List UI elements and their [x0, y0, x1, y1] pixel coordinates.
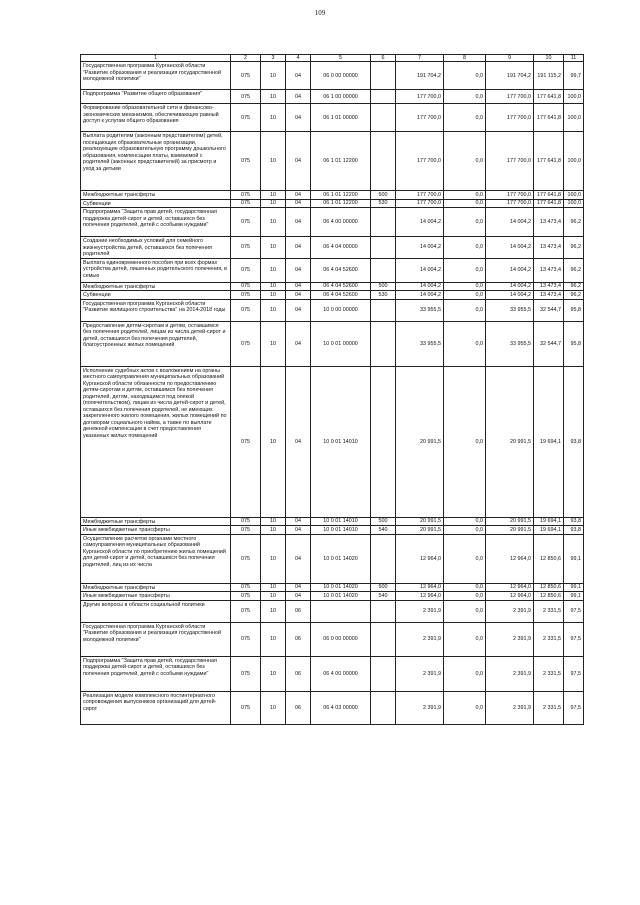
cell-expense-type: [371, 534, 396, 583]
table-row: [81, 622, 584, 656]
table-row: [81, 691, 584, 724]
table-row: [81, 291, 584, 299]
cell-executed: 12 850,6: [534, 583, 564, 591]
cell-changes: 0,0: [444, 90, 486, 104]
cell-name: Подпрограмма "Развитие общего образования": [81, 90, 231, 104]
header-cell: 10: [534, 55, 564, 62]
cell-refined-plan: 12 964,0: [486, 583, 534, 591]
cell-grbs: 075: [231, 299, 261, 321]
cell-expense-type: [371, 622, 396, 656]
cell-executed: 19 694,1: [534, 366, 564, 517]
table-row: [81, 199, 584, 207]
cell-subsection: 04: [286, 208, 311, 237]
table-row: [81, 104, 584, 132]
cell-plan: 177 700,0: [396, 191, 444, 199]
cell-section: 10: [261, 600, 286, 622]
cell-expense-type: [371, 321, 396, 366]
cell-grbs: 075: [231, 104, 261, 132]
cell-expense-type: [371, 258, 396, 282]
cell-plan: 12 964,0: [396, 583, 444, 591]
cell-name: Иные межбюджетные трансферты: [81, 592, 231, 600]
cell-section: 10: [261, 191, 286, 199]
cell-plan: 14 004,2: [396, 208, 444, 237]
cell-plan: 177 700,0: [396, 132, 444, 191]
table-row: [81, 299, 584, 321]
cell-percent: 96,2: [564, 208, 584, 237]
cell-name: Создание необходимых условий для семейного жизнеустройства детей, оставшихся без попечения родителей: [81, 237, 231, 258]
cell-changes: 0,0: [444, 691, 486, 724]
cell-executed: 177 641,8: [534, 199, 564, 207]
cell-subsection: 04: [286, 199, 311, 207]
table-row: [81, 282, 584, 290]
cell-refined-plan: 14 004,2: [486, 291, 534, 299]
cell-refined-plan: 33 955,5: [486, 299, 534, 321]
cell-name: Реализация модели комплексного постинтернатного сопровождения выпускников организаций для детей-сирот: [81, 691, 231, 724]
cell-expense-type: [371, 691, 396, 724]
cell-expense-type: [371, 299, 396, 321]
cell-refined-plan: 14 004,2: [486, 208, 534, 237]
cell-executed: 2 331,5: [534, 600, 564, 622]
cell-plan: 191 704,2: [396, 62, 444, 90]
cell-grbs: 075: [231, 656, 261, 691]
table-row: [81, 534, 584, 583]
cell-changes: 0,0: [444, 592, 486, 600]
cell-percent: 99,7: [564, 62, 584, 90]
cell-percent: 93,8: [564, 526, 584, 534]
table-row: [81, 132, 584, 191]
cell-changes: 0,0: [444, 208, 486, 237]
cell-grbs: 075: [231, 622, 261, 656]
cell-subsection: 04: [286, 132, 311, 191]
cell-target-article: 06 4 04 52600: [311, 258, 371, 282]
cell-percent: 100,0: [564, 90, 584, 104]
table-row: [81, 208, 584, 237]
cell-expense-type: 540: [371, 526, 396, 534]
cell-executed: 19 694,1: [534, 526, 564, 534]
cell-changes: 0,0: [444, 62, 486, 90]
cell-percent: 96,2: [564, 282, 584, 290]
cell-grbs: 075: [231, 199, 261, 207]
cell-expense-type: [371, 62, 396, 90]
cell-executed: 191 115,2: [534, 62, 564, 90]
cell-refined-plan: 20 991,5: [486, 366, 534, 517]
cell-executed: 177 641,8: [534, 104, 564, 132]
cell-grbs: 075: [231, 517, 261, 525]
table-row: [81, 583, 584, 591]
cell-name: Осуществление расчетов органами местного самоуправления муниципальных образований Курганской области по приобретению жилых помещений для детей-сирот и детей, оставшихся без попечения родителей, лиц из их числа: [81, 534, 231, 583]
cell-grbs: 075: [231, 583, 261, 591]
cell-percent: 100,0: [564, 199, 584, 207]
cell-changes: 0,0: [444, 291, 486, 299]
cell-section: 10: [261, 517, 286, 525]
cell-plan: 2 391,9: [396, 600, 444, 622]
cell-section: 10: [261, 208, 286, 237]
cell-executed: 13 473,4: [534, 237, 564, 258]
cell-percent: 100,0: [564, 191, 584, 199]
table-row: [81, 517, 584, 525]
cell-section: 10: [261, 656, 286, 691]
table-row: [81, 321, 584, 366]
cell-expense-type: 530: [371, 199, 396, 207]
cell-expense-type: [371, 90, 396, 104]
cell-subsection: 04: [286, 517, 311, 525]
cell-subsection: 04: [286, 526, 311, 534]
cell-subsection: 04: [286, 291, 311, 299]
header-cell: 5: [311, 55, 371, 62]
table-row: [81, 656, 584, 691]
cell-percent: 97,5: [564, 656, 584, 691]
cell-refined-plan: 177 700,0: [486, 90, 534, 104]
cell-refined-plan: 177 700,0: [486, 132, 534, 191]
cell-grbs: 075: [231, 282, 261, 290]
cell-name: Государственная программа Курганской области "Развитие образования и реализация государственной молодежной политики": [81, 62, 231, 90]
cell-target-article: 06 1 01 12200: [311, 191, 371, 199]
cell-target-article: 06 4 00 00000: [311, 656, 371, 691]
cell-name: Подпрограмма "Защита прав детей, государственная поддержка детей-сирот и детей, оставшихся без попечения родителей, детей с особыми нуждами": [81, 656, 231, 691]
header-cell: 2: [231, 55, 261, 62]
cell-plan: 14 004,2: [396, 282, 444, 290]
cell-subsection: 04: [286, 237, 311, 258]
cell-percent: 99,1: [564, 534, 584, 583]
table-row: [81, 592, 584, 600]
cell-percent: 97,5: [564, 622, 584, 656]
cell-refined-plan: 177 700,0: [486, 191, 534, 199]
cell-expense-type: [371, 132, 396, 191]
cell-refined-plan: 14 004,2: [486, 282, 534, 290]
cell-executed: 2 331,5: [534, 656, 564, 691]
cell-subsection: 04: [286, 104, 311, 132]
cell-changes: 0,0: [444, 526, 486, 534]
cell-changes: 0,0: [444, 622, 486, 656]
cell-target-article: 10 0 01 14010: [311, 526, 371, 534]
cell-section: 10: [261, 62, 286, 90]
cell-section: 10: [261, 299, 286, 321]
cell-subsection: 04: [286, 366, 311, 517]
cell-expense-type: 530: [371, 291, 396, 299]
cell-changes: 0,0: [444, 258, 486, 282]
table-row: [81, 526, 584, 534]
cell-percent: 99,1: [564, 592, 584, 600]
cell-executed: 12 850,6: [534, 592, 564, 600]
cell-percent: 96,2: [564, 258, 584, 282]
cell-grbs: 075: [231, 208, 261, 237]
cell-section: 10: [261, 583, 286, 591]
cell-subsection: 04: [286, 534, 311, 583]
cell-section: 10: [261, 622, 286, 656]
cell-target-article: 06 0 00 00000: [311, 622, 371, 656]
budget-table: [80, 54, 584, 725]
header-cell: 1: [81, 55, 231, 62]
cell-expense-type: 540: [371, 592, 396, 600]
cell-target-article: 10 0 01 14020: [311, 534, 371, 583]
cell-plan: 177 700,0: [396, 199, 444, 207]
cell-executed: 32 544,7: [534, 321, 564, 366]
cell-percent: 99,1: [564, 583, 584, 591]
cell-executed: 13 473,4: [534, 258, 564, 282]
cell-refined-plan: 12 964,0: [486, 534, 534, 583]
cell-subsection: 06: [286, 656, 311, 691]
cell-grbs: 075: [231, 62, 261, 90]
cell-plan: 33 955,5: [396, 299, 444, 321]
cell-grbs: 075: [231, 258, 261, 282]
cell-target-article: 10 0 00 00000: [311, 299, 371, 321]
cell-target-article: 06 4 04 52600: [311, 282, 371, 290]
cell-plan: 14 004,2: [396, 258, 444, 282]
cell-plan: 20 991,5: [396, 366, 444, 517]
cell-changes: 0,0: [444, 656, 486, 691]
cell-refined-plan: 33 955,5: [486, 321, 534, 366]
cell-expense-type: [371, 656, 396, 691]
header-cell: 6: [371, 55, 396, 62]
cell-refined-plan: 12 964,0: [486, 592, 534, 600]
cell-changes: 0,0: [444, 199, 486, 207]
cell-name: Выплата единовременного пособия при всех формах устройства детей, лишенных родительского попечения, в семью: [81, 258, 231, 282]
cell-plan: 14 004,2: [396, 291, 444, 299]
cell-subsection: 04: [286, 258, 311, 282]
cell-target-article: 06 4 04 52600: [311, 291, 371, 299]
cell-plan: 20 991,5: [396, 526, 444, 534]
cell-changes: 0,0: [444, 583, 486, 591]
cell-section: 10: [261, 534, 286, 583]
cell-expense-type: 500: [371, 583, 396, 591]
cell-target-article: 10 0 01 14010: [311, 366, 371, 517]
cell-percent: 97,5: [564, 691, 584, 724]
cell-subsection: 04: [286, 299, 311, 321]
cell-executed: 13 473,4: [534, 208, 564, 237]
cell-refined-plan: 2 391,9: [486, 600, 534, 622]
cell-section: 10: [261, 237, 286, 258]
cell-percent: 93,8: [564, 517, 584, 525]
cell-target-article: 06 4 04 00000: [311, 237, 371, 258]
cell-grbs: 075: [231, 237, 261, 258]
cell-executed: 32 544,7: [534, 299, 564, 321]
cell-target-article: 06 1 01 00000: [311, 104, 371, 132]
cell-target-article: 10 0 01 00000: [311, 321, 371, 366]
cell-name: Исполнение судебных актов с возложением на органы местного самоуправления муниципальных образований Курганской области обязанности по предоставлению детям-сиротам и детям, оставшимся без попечения родителей, детям, находящимся под опекой (попечительством), лицам из числа детей-сирот и детей, оставшихся без попечения родителей, не имеющих закрепленного жилого помещения, жилых помещений по договорам социального найма, а также по выплате денежной компенсации в счет предоставления указанных жилых помещений: [81, 366, 231, 517]
table-row: [81, 90, 584, 104]
cell-grbs: 075: [231, 526, 261, 534]
cell-changes: 0,0: [444, 299, 486, 321]
cell-changes: 0,0: [444, 600, 486, 622]
cell-percent: 100,0: [564, 104, 584, 132]
cell-plan: 14 004,2: [396, 237, 444, 258]
cell-expense-type: 500: [371, 191, 396, 199]
cell-refined-plan: 2 391,9: [486, 656, 534, 691]
cell-percent: 96,2: [564, 237, 584, 258]
header-cell: 3: [261, 55, 286, 62]
cell-refined-plan: 14 004,2: [486, 258, 534, 282]
cell-executed: 177 641,8: [534, 132, 564, 191]
cell-grbs: 075: [231, 90, 261, 104]
cell-section: 10: [261, 592, 286, 600]
cell-section: 10: [261, 258, 286, 282]
cell-refined-plan: 20 991,5: [486, 517, 534, 525]
cell-target-article: 06 4 03 00000: [311, 691, 371, 724]
cell-subsection: 04: [286, 62, 311, 90]
cell-target-article: 10 0 01 14020: [311, 592, 371, 600]
cell-subsection: 06: [286, 622, 311, 656]
cell-section: 10: [261, 321, 286, 366]
cell-grbs: 075: [231, 592, 261, 600]
cell-section: 10: [261, 132, 286, 191]
cell-grbs: 075: [231, 366, 261, 517]
cell-changes: 0,0: [444, 366, 486, 517]
cell-executed: 177 641,8: [534, 90, 564, 104]
cell-refined-plan: 2 391,9: [486, 691, 534, 724]
cell-refined-plan: 177 700,0: [486, 104, 534, 132]
table-row: [81, 366, 584, 517]
cell-expense-type: 500: [371, 282, 396, 290]
cell-name: Государственная программа Курганской области "Развитие жилищного строительства" на 2014-2018 годы: [81, 299, 231, 321]
cell-subsection: 04: [286, 282, 311, 290]
cell-target-article: 06 1 01 12200: [311, 132, 371, 191]
cell-executed: 13 473,4: [534, 291, 564, 299]
table-row: [81, 191, 584, 199]
cell-changes: 0,0: [444, 104, 486, 132]
cell-plan: 177 700,0: [396, 104, 444, 132]
cell-expense-type: [371, 104, 396, 132]
cell-percent: 95,8: [564, 299, 584, 321]
cell-subsection: 04: [286, 592, 311, 600]
cell-executed: 2 331,5: [534, 622, 564, 656]
cell-refined-plan: 2 391,9: [486, 622, 534, 656]
cell-plan: 12 964,0: [396, 534, 444, 583]
cell-refined-plan: 14 004,2: [486, 237, 534, 258]
cell-changes: 0,0: [444, 517, 486, 525]
header-row: [81, 55, 584, 62]
cell-grbs: 075: [231, 691, 261, 724]
cell-plan: 20 991,5: [396, 517, 444, 525]
cell-name: Подпрограмма "Защита прав детей, государственная поддержка детей-сирот и детей, оставшихся без попечения родителей, детей с особыми нуждами": [81, 208, 231, 237]
cell-name: Иные межбюджетные трансферты: [81, 526, 231, 534]
cell-executed: 2 331,5: [534, 691, 564, 724]
cell-grbs: 075: [231, 132, 261, 191]
table-row: [81, 237, 584, 258]
cell-expense-type: [371, 600, 396, 622]
cell-name: Субвенции: [81, 199, 231, 207]
cell-name: Межбюджетные трансферты: [81, 282, 231, 290]
cell-executed: 13 473,4: [534, 282, 564, 290]
cell-name: Формирование образовательной сети и финансово-экономических механизмов, обеспечивающих равный доступ к услугам общего образования: [81, 104, 231, 132]
cell-subsection: 04: [286, 191, 311, 199]
cell-section: 10: [261, 526, 286, 534]
header-cell: 7: [396, 55, 444, 62]
cell-subsection: 04: [286, 321, 311, 366]
cell-subsection: 04: [286, 90, 311, 104]
page-number: 109: [314, 9, 326, 17]
table-row: [81, 600, 584, 622]
header-cell: 4: [286, 55, 311, 62]
cell-target-article: 06 0 00 00000: [311, 62, 371, 90]
cell-plan: 2 391,9: [396, 656, 444, 691]
cell-plan: 2 391,9: [396, 622, 444, 656]
cell-refined-plan: 177 700,0: [486, 199, 534, 207]
cell-percent: 100,0: [564, 132, 584, 191]
cell-plan: 33 955,5: [396, 321, 444, 366]
cell-name: Другие вопросы в области социальной политики: [81, 600, 231, 622]
cell-changes: 0,0: [444, 237, 486, 258]
header-cell: 11: [564, 55, 584, 62]
cell-plan: 2 391,9: [396, 691, 444, 724]
header-cell: 8: [444, 55, 486, 62]
cell-grbs: 075: [231, 291, 261, 299]
cell-percent: 93,8: [564, 366, 584, 517]
cell-section: 10: [261, 104, 286, 132]
cell-name: Государственная программа Курганской области "Развитие образования и реализация государственной молодежной политики": [81, 622, 231, 656]
cell-changes: 0,0: [444, 282, 486, 290]
cell-expense-type: [371, 237, 396, 258]
cell-executed: 12 850,6: [534, 534, 564, 583]
cell-section: 10: [261, 691, 286, 724]
cell-percent: 97,5: [564, 600, 584, 622]
cell-grbs: 075: [231, 534, 261, 583]
cell-name: Субвенции: [81, 291, 231, 299]
table-row: [81, 258, 584, 282]
cell-section: 10: [261, 90, 286, 104]
cell-section: 10: [261, 291, 286, 299]
cell-name: Межбюджетные трансферты: [81, 583, 231, 591]
cell-expense-type: 500: [371, 517, 396, 525]
cell-section: 10: [261, 366, 286, 517]
cell-target-article: 06 4 00 00000: [311, 208, 371, 237]
cell-subsection: 06: [286, 600, 311, 622]
cell-section: 10: [261, 282, 286, 290]
cell-changes: 0,0: [444, 534, 486, 583]
cell-target-article: [311, 600, 371, 622]
cell-grbs: 075: [231, 191, 261, 199]
cell-target-article: 06 1 01 12200: [311, 199, 371, 207]
header-cell: 9: [486, 55, 534, 62]
cell-grbs: 075: [231, 600, 261, 622]
cell-name: Межбюджетные трансферты: [81, 191, 231, 199]
cell-percent: 95,8: [564, 321, 584, 366]
cell-target-article: 10 0 01 14010: [311, 517, 371, 525]
cell-refined-plan: 191 704,2: [486, 62, 534, 90]
cell-plan: 177 700,0: [396, 90, 444, 104]
cell-section: 10: [261, 199, 286, 207]
cell-expense-type: [371, 208, 396, 237]
cell-subsection: 04: [286, 583, 311, 591]
cell-executed: 177 641,8: [534, 191, 564, 199]
cell-executed: 19 694,1: [534, 517, 564, 525]
cell-changes: 0,0: [444, 321, 486, 366]
cell-target-article: 06 1 00 00000: [311, 90, 371, 104]
cell-percent: 96,2: [564, 291, 584, 299]
cell-plan: 12 964,0: [396, 592, 444, 600]
cell-changes: 0,0: [444, 132, 486, 191]
table-row: [81, 62, 584, 90]
cell-refined-plan: 20 991,5: [486, 526, 534, 534]
cell-target-article: 10 0 01 14020: [311, 583, 371, 591]
cell-subsection: 06: [286, 691, 311, 724]
cell-grbs: 075: [231, 321, 261, 366]
cell-changes: 0,0: [444, 191, 486, 199]
cell-name: Предоставление детям-сиротам и детям, оставшимся без попечения родителей, лицам из числа детей-сирот и детей, оставшихся без попечения родителей, благоустроенных жилых помещений: [81, 321, 231, 366]
cell-name: Межбюджетные трансферты: [81, 517, 231, 525]
cell-name: Выплата родителям (законным представителям) детей, посещающих образовательные организации, реализующие образовательную программу дошкольного образования, компенсации платы, взимаемой с родителей (законных представителей) за присмотр и уход за детьми: [81, 132, 231, 191]
cell-expense-type: [371, 366, 396, 517]
